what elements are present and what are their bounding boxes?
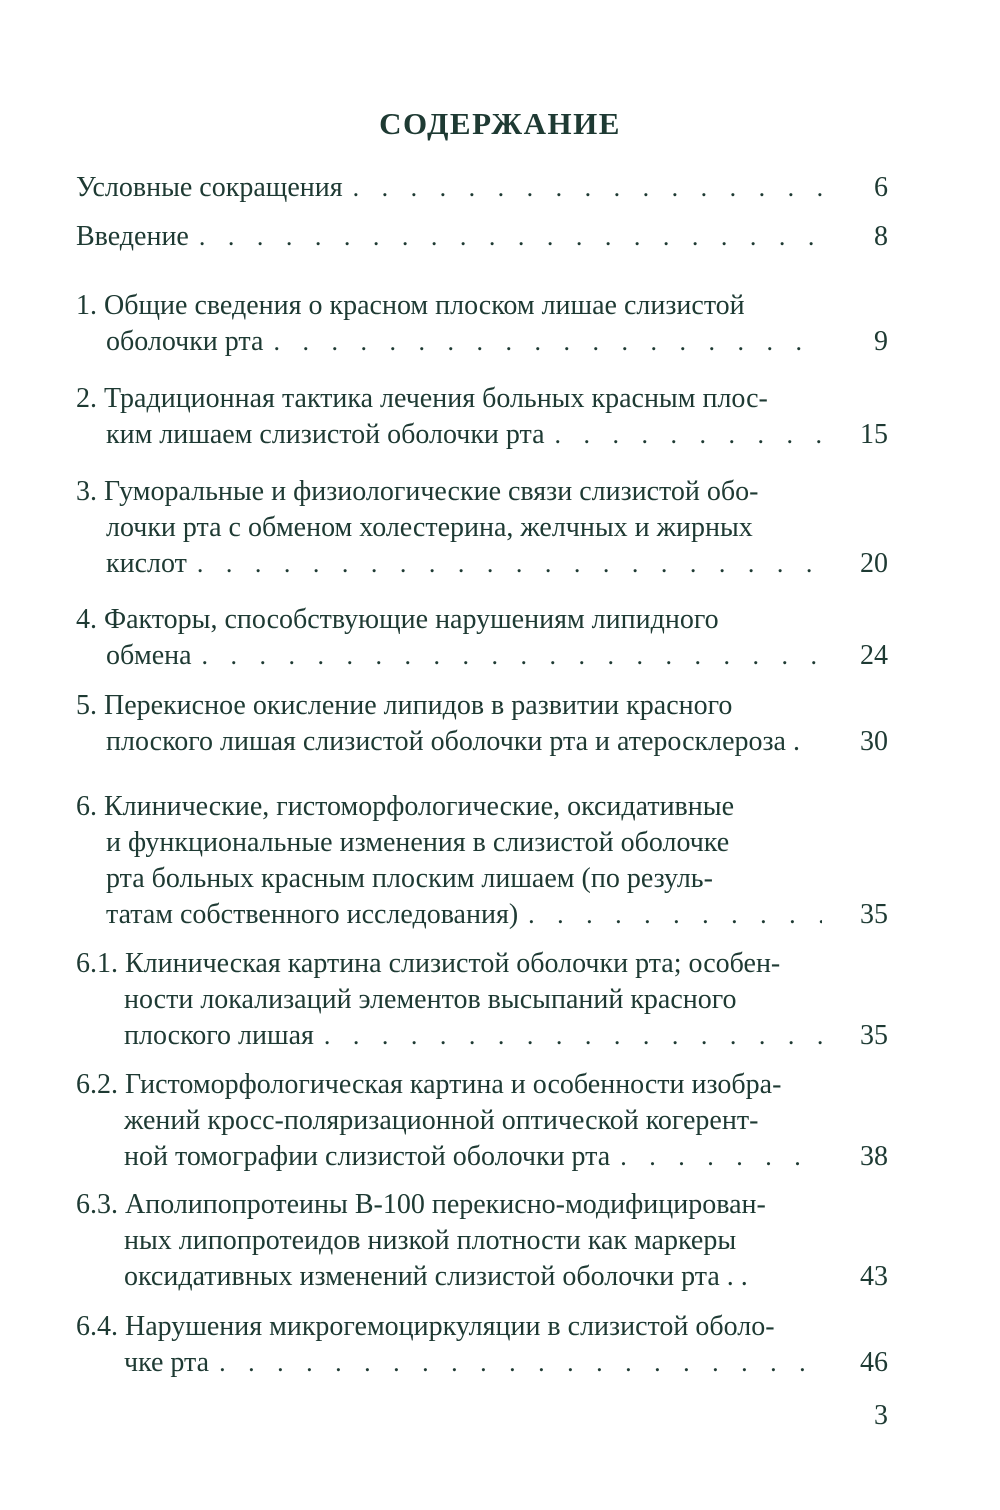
toc-entry-text: 6.4. Нарушения микрогемоциркуляции в слизистой оболо- xyxy=(76,1311,775,1342)
toc-entry-text: рта больных красным плоским лишаем (по резуль- xyxy=(106,863,713,894)
toc-entry-text: жений кросс-поляризационной оптической когерент- xyxy=(124,1105,759,1136)
toc-entry-text: 6.1. Клиническая картина слизистой оболочки рта; особен- xyxy=(76,948,781,979)
dot-leader xyxy=(324,1018,822,1054)
toc-entry-text: 6. Клинические, гистоморфологические, оксидативные xyxy=(76,791,734,822)
toc-page-number: 6 xyxy=(874,172,888,203)
toc-entry-text: кислот xyxy=(106,548,187,579)
toc-entry-text: ким лишаем слизистой оболочки рта xyxy=(106,419,545,450)
toc-entry-text: оксидативных изменений слизистой оболочки рта . . xyxy=(124,1261,748,1292)
toc-page-number: 38 xyxy=(860,1141,888,1172)
toc-entry-text: 6.3. Аполипопротеины В-100 перекисно-модифицирован- xyxy=(76,1189,766,1220)
toc-entry-text: 1. Общие сведения о красном плоском лишае слизистой xyxy=(76,290,745,321)
toc-entry[interactable] xyxy=(76,381,888,453)
dot-leader xyxy=(197,546,822,582)
toc-entry-text: Введение xyxy=(76,221,189,252)
toc-entry[interactable] xyxy=(76,474,888,582)
toc-entry-text: 4. Факторы, способствующие нарушениям липидного xyxy=(76,604,719,635)
toc-entry[interactable] xyxy=(76,1309,888,1381)
dot-leader xyxy=(273,324,822,360)
toc-entry[interactable] xyxy=(76,288,888,360)
toc-page-number: 9 xyxy=(874,326,888,357)
toc-page-number: 35 xyxy=(860,899,888,930)
toc-page-number: 15 xyxy=(860,419,888,450)
dot-leader xyxy=(202,638,822,674)
toc-entry-text: 2. Традиционная тактика лечения больных красным плос- xyxy=(76,383,768,414)
toc-entry[interactable] xyxy=(76,602,888,674)
toc-page-number: 35 xyxy=(860,1020,888,1051)
toc-entry-text: плоского лишая xyxy=(124,1020,314,1051)
dot-leader xyxy=(353,170,822,206)
dot-leader xyxy=(555,417,822,453)
toc-entry[interactable] xyxy=(76,688,888,760)
toc-entry-text: 3. Гуморальные и физиологические связи слизистой обо- xyxy=(76,476,759,507)
toc-entry-text: ной томографии слизистой оболочки рта xyxy=(124,1141,611,1172)
toc-entry[interactable] xyxy=(76,1067,888,1175)
toc-entry[interactable] xyxy=(76,946,888,1054)
toc-page-number: 20 xyxy=(860,548,888,579)
toc-entry-text: 5. Перекисное окисление липидов в развитии красного xyxy=(76,690,733,721)
toc-entry[interactable] xyxy=(76,219,888,255)
toc-entry-text: лочки рта с обменом холестерина, желчных и жирных xyxy=(106,512,753,543)
toc-page-number: 46 xyxy=(860,1347,888,1378)
toc-entry-text: ных липопротеидов низкой плотности как маркеры xyxy=(124,1225,737,1256)
toc-entry-text: оболочки рта xyxy=(106,326,264,357)
page-title: СОДЕРЖАНИЕ xyxy=(379,106,621,141)
toc-entry[interactable] xyxy=(76,789,888,933)
dot-leader xyxy=(620,1139,822,1175)
dot-leader xyxy=(528,897,822,933)
toc-page-number: 24 xyxy=(860,640,888,671)
dot-leader xyxy=(199,219,822,255)
page-number: 3 xyxy=(874,1400,888,1431)
toc-entry-text: татам собственного исследования) xyxy=(106,899,519,930)
toc-entry[interactable] xyxy=(76,170,888,206)
toc-page-number: 8 xyxy=(874,221,888,252)
toc-entry-text: плоского лишая слизистой оболочки рта и атеросклероза . xyxy=(106,726,800,757)
toc-entry-text: Условные сокращения xyxy=(76,172,343,203)
toc-entry-text: и функциональные изменения в слизистой оболочке xyxy=(106,827,730,858)
toc-entry[interactable] xyxy=(76,1187,888,1295)
toc-entry-text: чке рта xyxy=(124,1347,210,1378)
toc-page-number: 43 xyxy=(860,1261,888,1292)
toc-entry-text: обмена xyxy=(106,640,192,671)
toc-entry-text: ности локализаций элементов высыпаний красного xyxy=(124,984,737,1015)
dot-leader xyxy=(219,1345,822,1381)
toc-entry-text: 6.2. Гистоморфологическая картина и особенности изобра- xyxy=(76,1069,782,1100)
toc-page-number: 30 xyxy=(860,726,888,757)
